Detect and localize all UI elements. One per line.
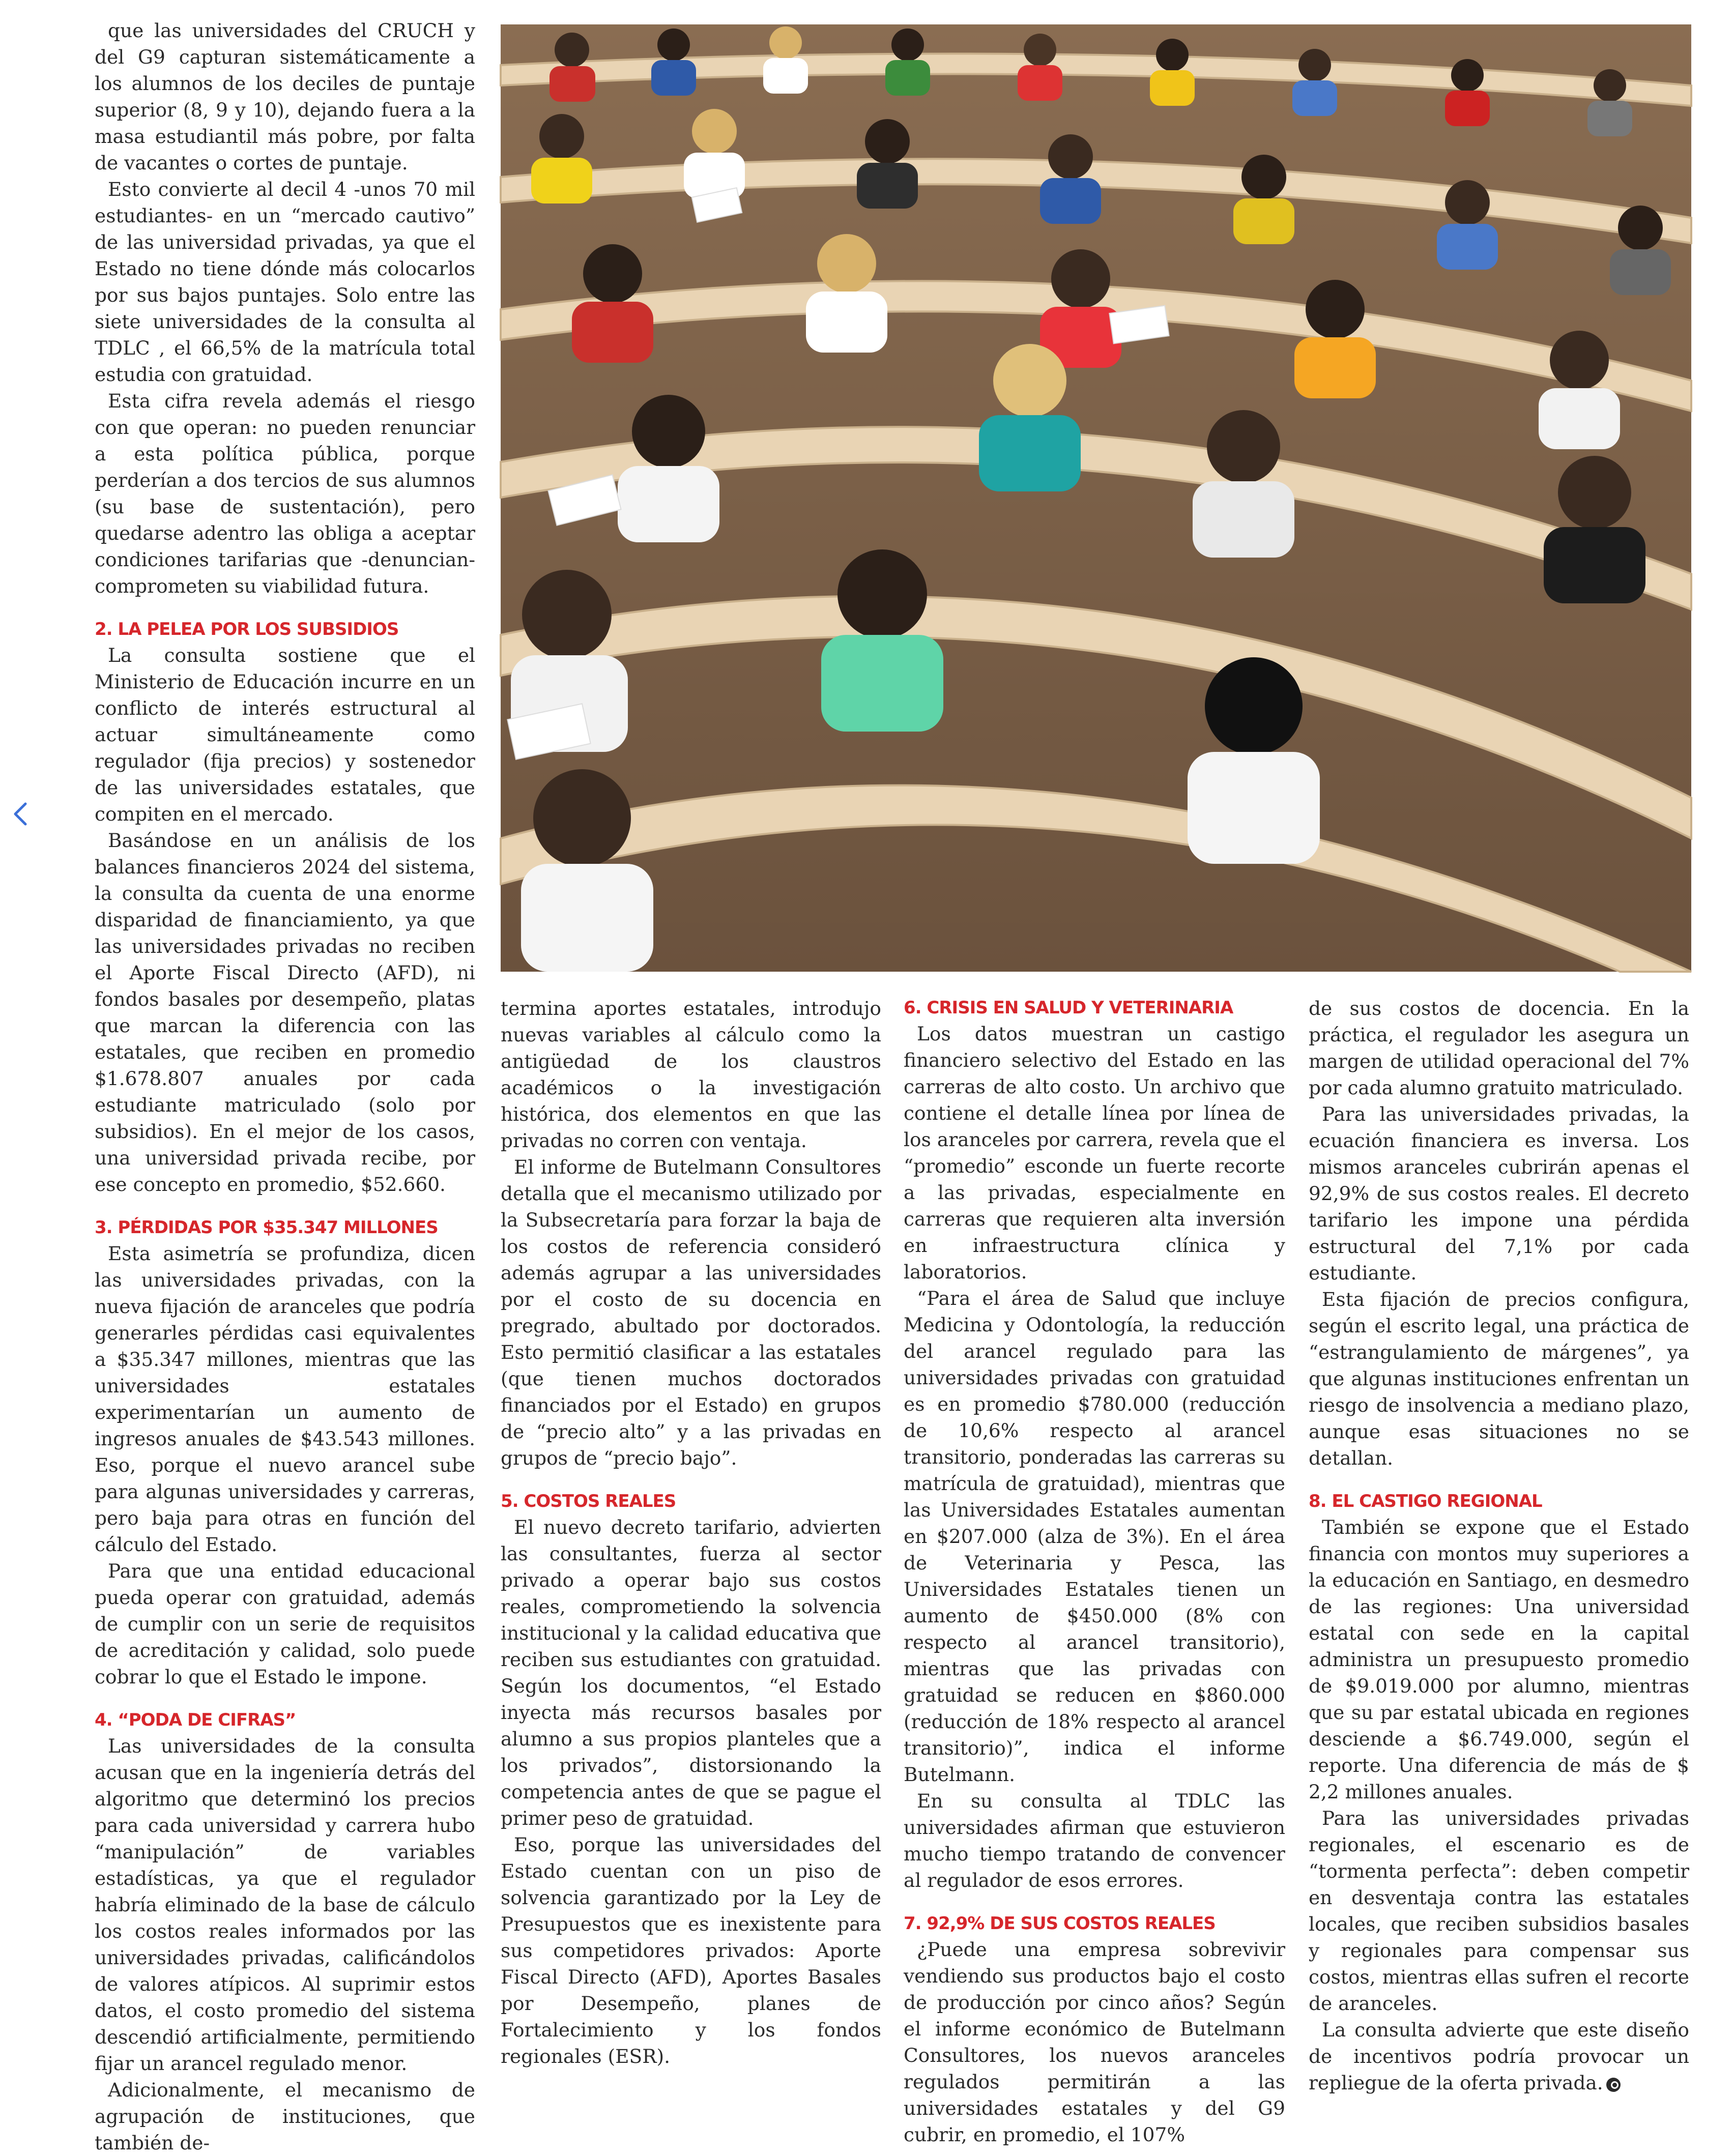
section-heading: 5. COSTOS REALES (501, 1491, 676, 1511)
paragraph: Esto convierte al decil 4 -unos 70 mil estudiantes- en un “mercado cautivo” de las universidad privadas, ya que el Estado no tiene dónde más colocarlos por sus bajos puntajes. Solo entre las siete universidades de la consulta al TDLC , el 66,5% de la matrícula total estudia con gratuidad. (95, 178, 475, 386)
section-heading: 7. 92,9% DE SUS COSTOS REALES (904, 1913, 1216, 1934)
section-heading: 3. PÉRDIDAS POR $35.347 MILLONES (95, 1217, 438, 1238)
paragraph: El informe de Butelmann Consultores detalla que el mecanismo utilizado por la Subsecretaría para forzar la baja de los costos de referencia consideró además agrupar a las universidades por el costo de su docencia en pregrado, abultado por doctorados. Esto permitió clasificar a las estatales (que tienen muchos doctorados financiados por el Estado) en grupos de “precio alto” y a las privadas en grupos de “precio bajo”. (501, 1156, 881, 1469)
section-heading: 6. CRISIS EN SALUD Y VETERINARIA (904, 998, 1233, 1018)
section-heading: 8. EL CASTIGO REGIONAL (1309, 1491, 1542, 1511)
article-column-1 (95, 17, 475, 2154)
back-button[interactable] (9, 799, 32, 829)
paragraph: Para las universidades privadas, la ecuación financiera es inversa. Los mismos aranceles cubrirán apenas el 92,9% de sus costos reales. El decreto tarifario les impone una pérdida estructural del 7,1% por cada estudiante. (1309, 1103, 1689, 1284)
section-heading: 2. LA PELEA POR LOS SUBSIDIOS (95, 619, 399, 639)
paragraph: En su consulta al TDLC las universidades afirman que estuvieron mucho tiempo tratando de convencer al regulador de esos errores. (904, 1790, 1285, 1891)
lecture-hall-photo (501, 24, 1691, 972)
paragraph: Basándose en un análisis de los balances financieros 2024 del sistema, la consulta da cuenta de una enorme disparidad de financiamiento, ya que las universidades privadas no reciben el Aporte Fiscal Directo (AFD), ni fondos basales por desempeño, platas que marcan la diferencia con las estatales, que reciben en promedio $1.678.807 anuales por cada estudiante matriculado (solo por subsidios). En el mejor de los casos, una universidad privada recibe, por ese concepto en promedio, $52.660. (95, 829, 475, 1196)
paragraph: También se expone que el Estado financia con montos muy superiores a la educación en Santiago, en desmedro de las regiones: Una universidad estatal con sede en la capital administra un presupuesto promedio de $9.019.000 por alumno, mientras que su par estatal ubicada en regiones desciende a $6.749.000, según el reporte. Una diferencia de más de $ 2,2 millones anuales. (1309, 1516, 1689, 1803)
paragraph: Los datos muestran un castigo financiero selectivo del Estado en las carreras de alto costo. Un archivo que contiene el detalle línea por línea de los aranceles por carrera, revela que el “promedio” esconde un fuerte recorte a las privadas, especialmente en carreras que requieren alta inversión en infraestructura clínica y laboratorios. (904, 1023, 1285, 1283)
paragraph: Para las universidades privadas regionales, el escenario es de “tormenta perfecta”: deben competir en desventaja contra las estatales locales, que reciben subsidios basales y regionales para compensar sus costos, mientras ellas sufren el recorte de aranceles. (1309, 1807, 1689, 2015)
end-of-article-icon (1606, 2078, 1621, 2092)
paragraph: Para que una entidad educacional pueda operar con gratuidad, además de cumplir con un serie de requisitos de acreditación y calidad, solo puede cobrar lo que el Estado le impone. (95, 1560, 475, 1688)
paragraph: Esta fijación de precios configura, según el escrito legal, una práctica de “estrangulamiento de márgenes”, ya que algunas instituciones enfrentan un riesgo de insolvencia a mediano plazo, aunque esas situaciones no se detallan. (1309, 1288, 1689, 1469)
paragraph: termina aportes estatales, introdujo nuevas variables al cálculo como la antigüedad de los claustros académicos o la investigación histórica, dos elementos en que las privadas no corren con ventaja. (501, 997, 881, 1152)
article-column-2 (501, 995, 881, 2067)
paragraph: Adicionalmente, el mecanismo de agrupación de instituciones, que también de- (95, 2079, 475, 2154)
article-column-3 (904, 995, 1285, 2146)
paragraph: Eso, porque las universidades del Estado cuentan con un piso de solvencia garantizado por la Ley de Presupuestos que es inexistente para sus competidores privados: Aporte Fiscal Directo (AFD), Aportes Basales por Desempeño, planes de Fortalecimiento y los fondos regionales (ESR). (501, 1833, 881, 2067)
section-heading: 4. “PODA DE CIFRAS” (95, 1710, 296, 1730)
paragraph: Esta cifra revela además el riesgo con que operan: no pueden renunciar a esta política pública, porque perderían a dos tercios de sus alumnos (su base de sustentación), pero quedarse adentro las obliga a aceptar condiciones tarifarias que -denuncian- comprometen su viabilidad futura. (95, 390, 475, 597)
final-paragraph-text: La consulta advierte que este diseño de incentivos podría provocar un repliegue de la oferta privada. (1309, 2019, 1689, 2094)
paragraph: que las universidades del CRUCH y del G9 capturan sistemáticamente a los alumnos de los deciles de puntaje superior (8, 9 y 10), dejando fuera a la masa estudiantil más pobre, por falta de vacantes o cortes de puntaje. (95, 19, 475, 174)
paragraph: “Para el área de Salud que incluye Medicina y Odontología, la reducción del arancel regulado para las universidades privadas con gratuidad es en promedio $780.000 (reducción de 10,6% respecto al arancel transitorio, ponderadas las carreras su matrícula de gratuidad), mientras que las Universidades Estatales aumentan en $207.000 (alza de 3%). En el área de Veterinaria y Pesca, las Universidades Estatales tienen un aumento de $450.000 (8% con respecto al arancel transitorio), mientras que las privadas con gratuidad se reducen en $860.000 (reducción de 18% respecto al arancel transitorio)”, indica el informe Butelmann. (904, 1287, 1285, 1786)
paragraph: Esta asimetría se profundiza, dicen las universidades privadas, con la nueva fijación de aranceles que podría generarles pérdidas casi equivalentes a $35.347 millones, mientras que las universidades estatales experimentarían un aumento de ingresos anuales de $43.543 millones. Eso, porque el nuevo arancel sube para algunas universidades y carreras, pero baja para otras en función del cálculo del Estado. (95, 1242, 475, 1556)
lecture-hall-students-photo (501, 24, 1691, 972)
paragraph: La consulta sostiene que el Ministerio de Educación incurre en un conflicto de interés estructural al actuar simultáneamente como regulador (fija precios) y sostenedor de las universidades estatales, que compiten en el mercado. (95, 644, 475, 825)
article-column-4 (1309, 995, 1689, 2094)
paragraph: de sus costos de docencia. En la práctica, el regulador les asegura un margen de utilidad operacional del 7% por cada alumno gratuito matriculado. (1309, 997, 1689, 1099)
chevron-left-icon (9, 799, 32, 829)
paragraph: El nuevo decreto tarifario, advierten las consultantes, fuerza al sector privado a operar bajo sus costos reales, comprometiendo la solvencia institucional y la calidad educativa que reciben sus estudiantes con gratuidad. Según los documentos, “el Estado inyecta más recursos basales por alumno a sus propios planteles que a los privados”, distorsionando la competencia antes de que se pague el primer peso de gratuidad. (501, 1516, 881, 1829)
paragraph: ¿Puede una empresa sobrevivir vendiendo sus productos bajo el costo de producción por cinco años? Según el informe económico de Butelmann Consultores, los nuevos aranceles regulados permitirán a las universidades estatales y del G9 cubrir, en promedio, el 107% (904, 1938, 1285, 2146)
paragraph: Las universidades de la consulta acusan que en la ingeniería detrás del algoritmo que determinó los precios para cada universidad y carrera hubo “manipulación” de variables estadísticas, ya que el regulador habría eliminado de la base de cálculo los costos reales informados por las universidades privadas, calificándolos de valores atípicos. Al suprimir estos datos, el costo promedio del sistema descendió artificialmente, permitiendo fijar un arancel regulado menor. (95, 1735, 475, 2075)
final-paragraph (1309, 2017, 1689, 2096)
